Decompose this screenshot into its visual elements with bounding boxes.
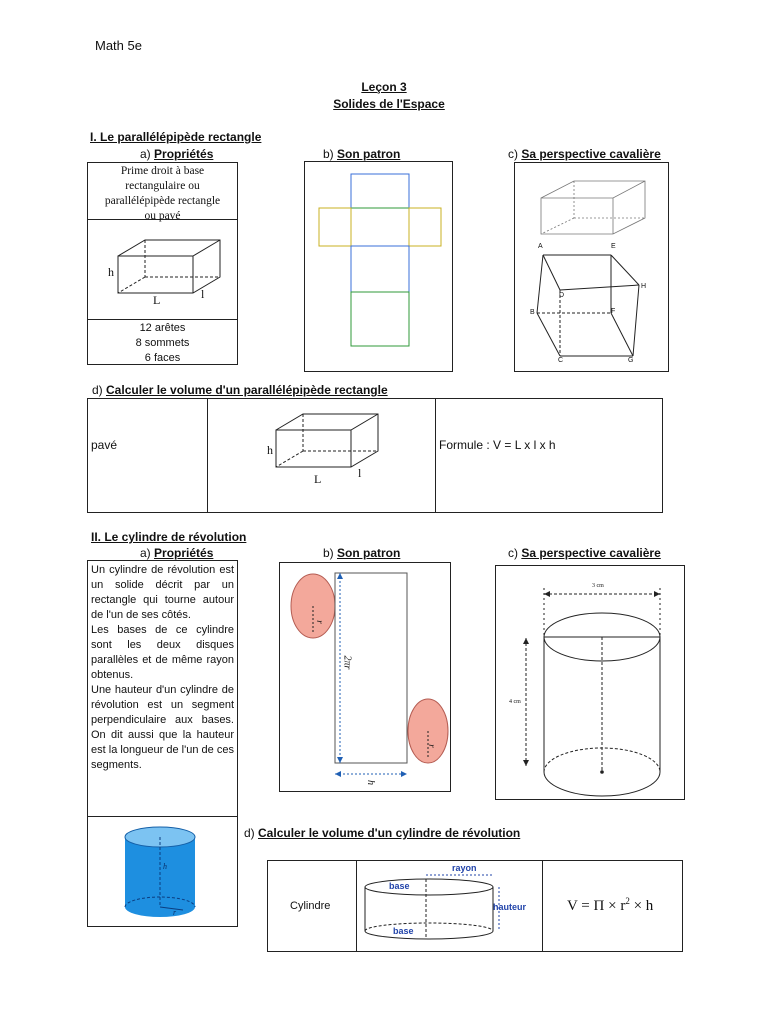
definition-line: ou pavé (144, 210, 181, 222)
description-paragraph: Une hauteur d'un cylindre de révolution est un segment perpendiculaire aux bases. On dit aussi que la hauteur est la longueur de l'un de ces segments. (91, 684, 234, 771)
definition-line: parallélépipède rectangle (104, 195, 221, 207)
net-radius-label-1: r (314, 620, 325, 624)
section1-d-heading: d) Calculer le volume d'un parallélépipède rectangle (92, 383, 388, 397)
vertex-F: F (611, 308, 616, 315)
section1-properties-table (87, 162, 238, 365)
property-faces: 6 faces (144, 352, 181, 364)
cuboid-volume-figure (208, 399, 436, 512)
vertex-E: E (611, 243, 616, 250)
cylinder-formula-cell (543, 861, 682, 951)
cylinder-properties-table (87, 560, 238, 927)
cuboid-figure-cell (88, 220, 237, 320)
vertex-A: A (538, 243, 543, 250)
cuboid-perspective-box (514, 162, 669, 372)
cuboid-volume-figure-cell (208, 399, 436, 512)
small-cylinder-h-label: h (163, 862, 167, 871)
cyl-volume-base-top-label: base (389, 881, 410, 891)
definition-cell (88, 163, 237, 220)
definition-line: Prime droit à base (120, 165, 205, 177)
volume-cuboid-L-label: L (314, 472, 322, 486)
small-cylinder-figure (88, 817, 237, 926)
cuboid-formula: Formule : V = L x l x h (439, 438, 556, 452)
persp-height-label: 4 cm (509, 699, 521, 705)
volume-cuboid-l-label: l (358, 466, 362, 480)
lesson-number: Leçon 3 (361, 80, 407, 94)
formula-exponent: 2 (625, 896, 630, 906)
definition-line: rectangulaire ou (125, 180, 200, 192)
cuboid-formula-cell (436, 399, 662, 512)
cuboid-L-label: L (153, 293, 161, 307)
section2-d-heading: d) Calculer le volume d'un cylindre de révolution (244, 826, 521, 840)
section1-a-heading: a) Propriétés (140, 147, 214, 161)
cylinder-perspective (496, 566, 686, 801)
cuboid-volume-name-cell (88, 399, 208, 512)
section1-b-heading: b) Son patron (323, 147, 401, 161)
section1-c-heading: c) Sa perspective cavalière (508, 147, 661, 161)
cuboid-net-box (304, 161, 453, 372)
course-header: Math 5e (95, 38, 142, 53)
vertex-C: C (558, 357, 564, 364)
cylinder-description-cell (88, 561, 237, 817)
properties-cell (88, 320, 237, 364)
cuboid-perspective (515, 163, 670, 373)
cyl-volume-base-bottom-label: base (393, 926, 414, 936)
cyl-volume-hauteur-label: hauteur (493, 902, 527, 912)
small-cylinder-r-label: r (173, 908, 177, 917)
cylinder-net-box (279, 562, 451, 792)
cuboid-l-label: l (201, 287, 205, 301)
section1-title: I. Le parallélépipède rectangle (90, 130, 262, 144)
persp-diameter-label: 3 cm (592, 583, 604, 589)
vertex-H: H (641, 283, 647, 290)
property-vertices: 8 sommets (135, 337, 190, 349)
cylinder-net (280, 563, 452, 793)
lesson-title: Solides de l'Espace (333, 97, 445, 111)
cuboid-volume-table (87, 398, 663, 513)
small-cylinder-cell (88, 817, 237, 926)
cylinder-formula (567, 896, 653, 915)
section2-c-heading: c) Sa perspective cavalière (508, 546, 661, 560)
vertex-B: B (530, 309, 535, 316)
cylinder-name: Cylindre (290, 900, 331, 912)
section2-a-heading: a) Propriétés (140, 546, 214, 560)
cylinder-volume-table (267, 860, 683, 952)
cuboid-net (305, 162, 454, 373)
net-radius-label-2: r (426, 744, 437, 748)
cylinder-volume-figure-cell (357, 861, 543, 951)
vertex-D: D (559, 292, 565, 299)
description-paragraph: Un cylindre de révolution est un solide décrit par un rectangle qui tourne autour de l'un de ses côtés. (91, 564, 234, 621)
cyl-volume-rayon-label: rayon (452, 863, 477, 873)
cuboid-name: pavé (91, 438, 118, 452)
cuboid-h-label: h (108, 265, 114, 279)
formula-main: V = Π × r (567, 898, 626, 914)
net-height-label: h (365, 780, 376, 785)
section2-title: II. Le cylindre de révolution (91, 530, 247, 544)
section2-b-heading: b) Son patron (323, 546, 401, 560)
volume-cuboid-h-label: h (267, 443, 273, 457)
property-edges: 12 arêtes (139, 322, 186, 334)
cylinder-perspective-box (495, 565, 685, 800)
vertex-G: G (628, 357, 634, 364)
description-paragraph: Les bases de ce cylindre sont les deux disques parallèles et de même rayon obtenus. (91, 624, 234, 681)
net-circumference-label: 2πr (341, 655, 353, 670)
formula-tail: × h (629, 898, 654, 914)
cylinder-volume-name-cell (268, 861, 357, 951)
